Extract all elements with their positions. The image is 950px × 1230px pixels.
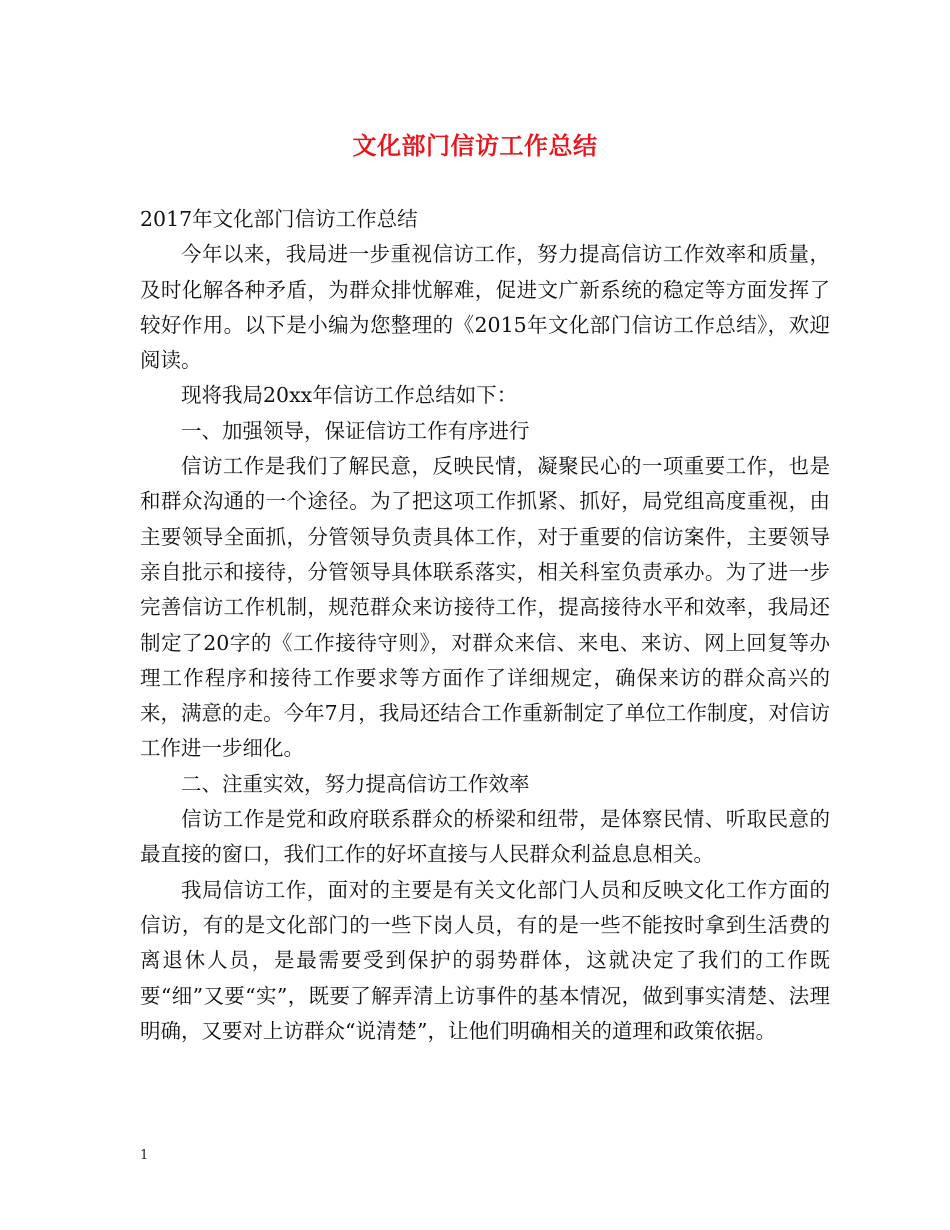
summary-intro-paragraph: 现将我局20xx年信访工作总结如下： [181,383,518,408]
section-2-paragraph-2: 我局信访工作，面对的主要是有关文化部门人员和反映文化工作方面的信访，有的是文化部门的一些下岗人员，有的是一些不能按时拿到生活费的离退休人员，是最需要受到保护的弱势群体，这就决定了我们的工作既要“细”又要“实”，既要了解弄清上访事件的基本情况，做到事实清楚、法理明确，又要对上访群众“说清楚”，让他们明确相关的道理和政策依据。 [140,877,830,1043]
page-number: 1 [140,1148,149,1163]
section-2-paragraph-1: 信访工作是党和政府联系群众的桥梁和纽带，是体察民情、听取民意的最直接的窗口，我们工作的好坏直接与人民群众利益息息相关。 [140,807,830,867]
intro-paragraph: 今年以来，我局进一步重视信访工作，努力提高信访工作效率和质量，及时化解各种矛盾，为群众排忧解难，促进文广新系统的稳定等方面发挥了较好作用。以下是小编为您整理的《2015年文化部门信访工作总结》，欢迎阅读。 [140,242,830,373]
document-title: 文化部门信访工作总结 [352,131,598,160]
section-heading-2: 二、注重实效，努力提高信访工作效率 [181,771,530,796]
subtitle-paragraph: 2017年文化部门信访工作总结 [140,207,418,231]
section-heading-1: 一、加强领导，保证信访工作有序进行 [181,418,530,443]
section-1-paragraph: 信访工作是我们了解民意，反映民情，凝聚民心的一项重要工作，也是和群众沟通的一个途径。为了把这项工作抓紧、抓好，局党组高度重视，由主要领导全面抓，分管领导负责具体工作，对于重要的信访案件，主要领导亲自批示和接待，分管领导具体联系落实，相关科室负责承办。为了进一步完善信访工作机制，规范群众来访接待工作，提高接待水平和效率，我局还制定了20字的《工作接待守则》，对群众来信、来电、来访、网上回复等办理工作程序和接待工作要求等方面作了详细规定，确保来访的群众高兴的来，满意的走。今年7月，我局还结合工作重新制定了单位工作制度，对信访工作进一步细化。 [140,454,830,761]
document-body [140,202,830,1049]
